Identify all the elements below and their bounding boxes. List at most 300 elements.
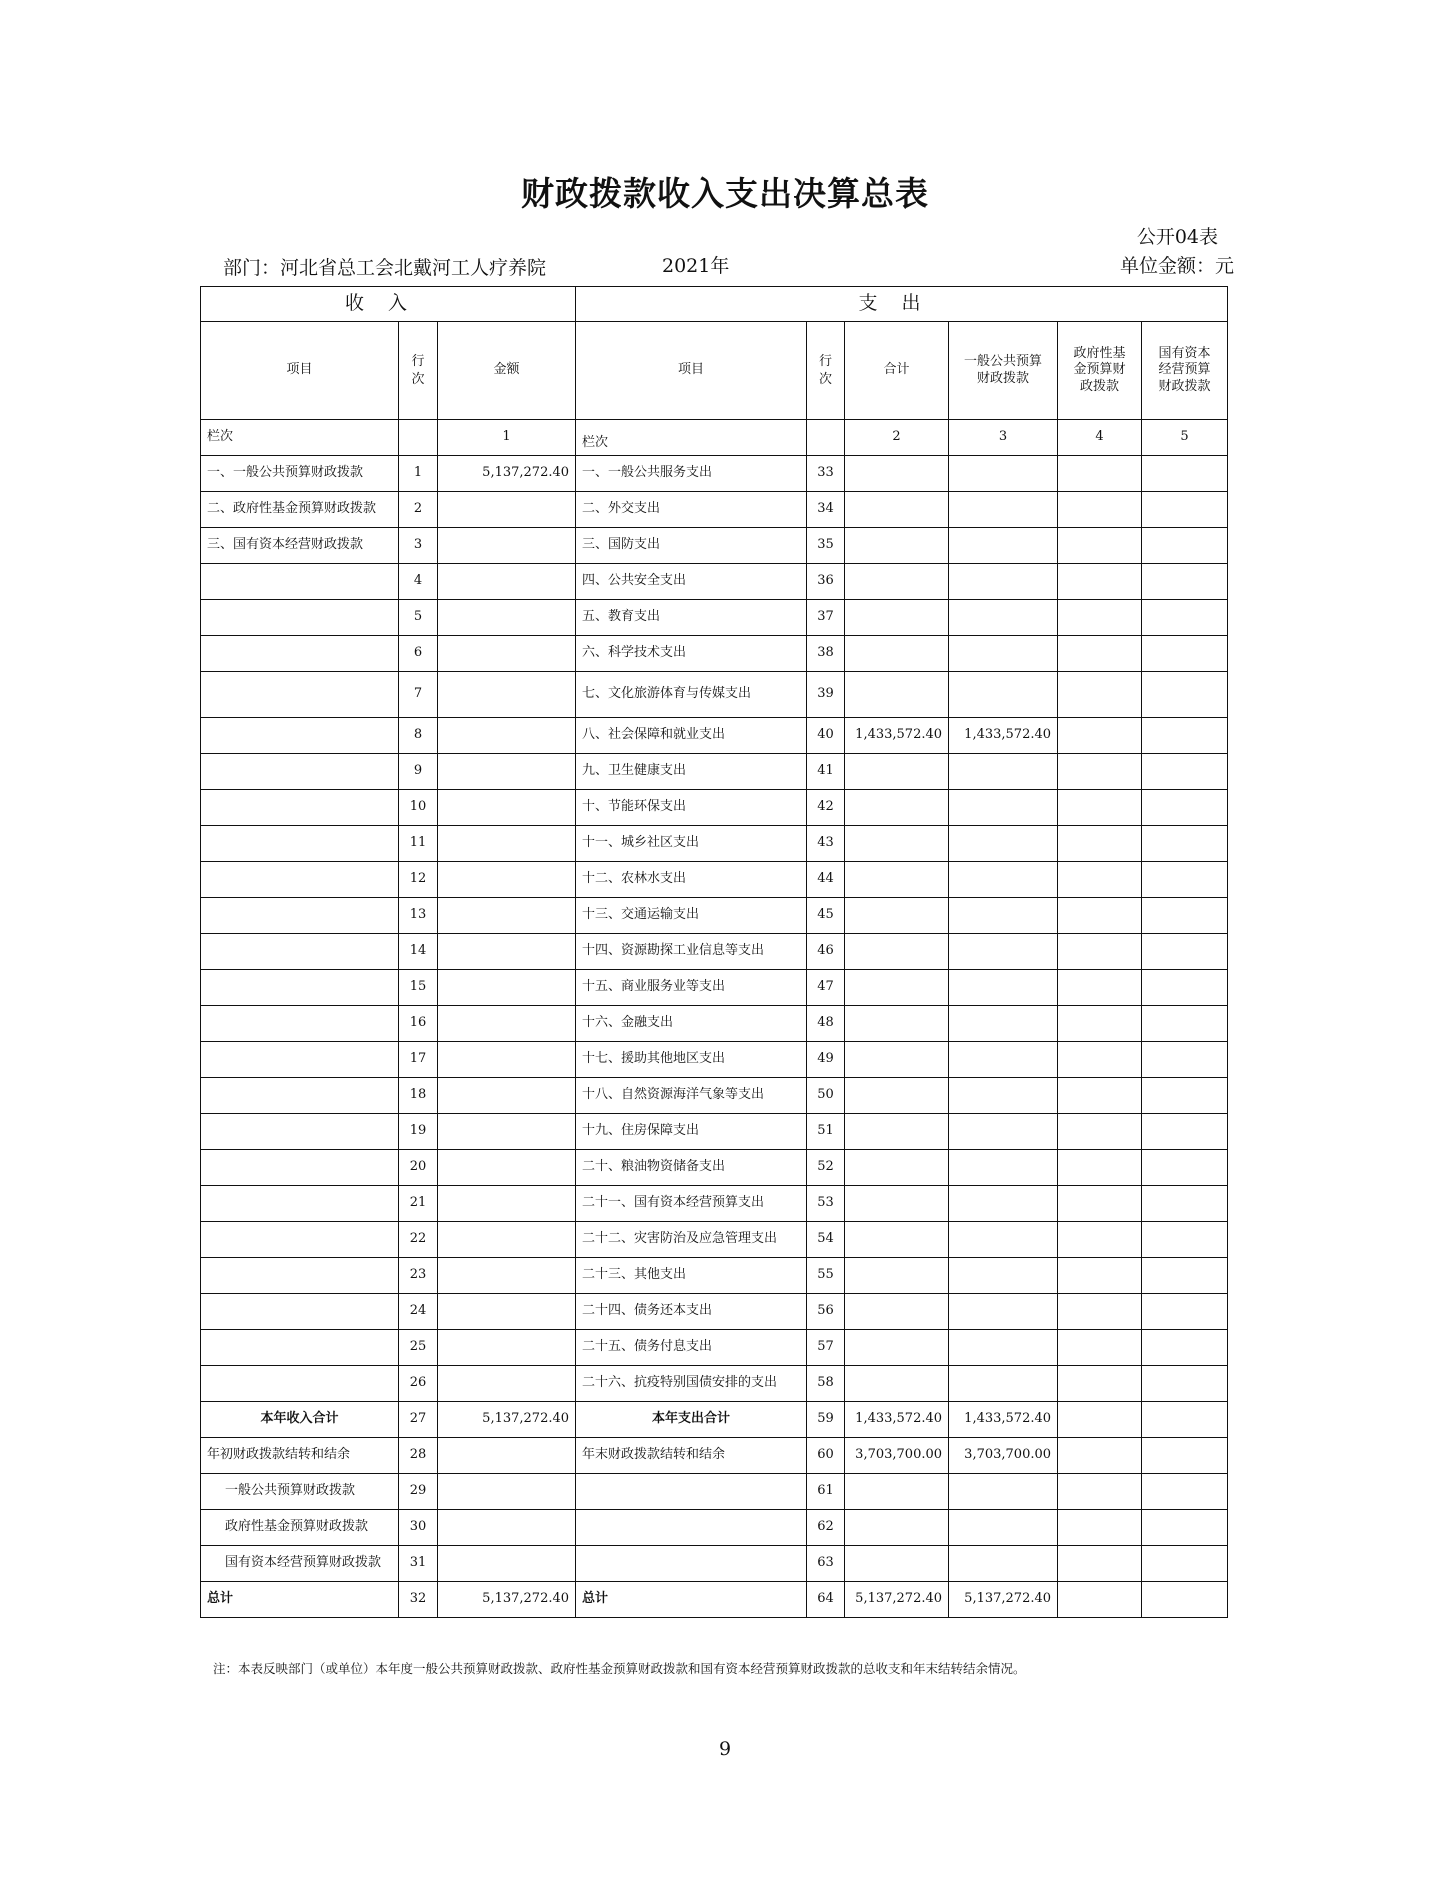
- cell-expense-general-budget: 1,433,572.40: [949, 718, 1058, 754]
- table-row: [201, 1438, 1228, 1474]
- table-row: [201, 1582, 1228, 1618]
- table-row: [201, 1114, 1228, 1150]
- col-header-income-item: 项目: [201, 322, 399, 420]
- cell-income-item: [201, 636, 399, 672]
- cell-expense-total: 5,137,272.40: [845, 1582, 949, 1618]
- cell-income-item: [201, 970, 399, 1006]
- col-header-state-capital-text: 国有资本 经营预算 财政拨款: [1158, 346, 1211, 394]
- cell-income-item: [201, 1366, 399, 1402]
- table-row: [201, 1402, 1228, 1438]
- table-row: [201, 1150, 1228, 1186]
- cell-expense-gov-fund: [1058, 1222, 1142, 1258]
- cell-income-row-no: 25: [399, 1330, 438, 1366]
- cell-expense-gov-fund: [1058, 1546, 1142, 1582]
- cell-expense-state-capital: [1142, 1186, 1228, 1222]
- cell-income-row-no: 6: [399, 636, 438, 672]
- cell-income-amount: [438, 754, 576, 790]
- cell-expense-item: 本年支出合计: [576, 1402, 807, 1438]
- table-row: [201, 1474, 1228, 1510]
- cell-expense-row-no: 37: [807, 600, 845, 636]
- cell-expense-item: 十四、资源勘探工业信息等支出: [576, 934, 807, 970]
- cell-income-row-no: 18: [399, 1078, 438, 1114]
- table-row: [201, 1330, 1228, 1366]
- cell-expense-row-no: 41: [807, 754, 845, 790]
- cell-expense-row-no: 46: [807, 934, 845, 970]
- cell-expense-gov-fund: [1058, 1078, 1142, 1114]
- cell-expense-gov-fund: [1058, 1582, 1142, 1618]
- lanci-expense-row-no: [807, 420, 845, 456]
- table-row: [201, 492, 1228, 528]
- cell-expense-item: 二、外交支出: [576, 492, 807, 528]
- cell-expense-gov-fund: [1058, 1186, 1142, 1222]
- cell-expense-item: 十九、住房保障支出: [576, 1114, 807, 1150]
- col-header-expense-row-no-text: 行 次: [819, 353, 833, 387]
- cell-income-row-no: 2: [399, 492, 438, 528]
- cell-expense-general-budget: [949, 862, 1058, 898]
- cell-income-item: 一、一般公共预算财政拨款: [201, 456, 399, 492]
- cell-income-item: [201, 1150, 399, 1186]
- cell-expense-state-capital: [1142, 1474, 1228, 1510]
- cell-expense-row-no: 50: [807, 1078, 845, 1114]
- cell-expense-state-capital: [1142, 1402, 1228, 1438]
- cell-expense-item: 十二、农林水支出: [576, 862, 807, 898]
- cell-income-row-no: 27: [399, 1402, 438, 1438]
- cell-expense-state-capital: [1142, 672, 1228, 718]
- cell-expense-gov-fund: [1058, 1366, 1142, 1402]
- cell-expense-item: [576, 1546, 807, 1582]
- cell-expense-total: [845, 862, 949, 898]
- cell-expense-general-budget: 3,703,700.00: [949, 1438, 1058, 1474]
- cell-expense-total: [845, 672, 949, 718]
- cell-expense-state-capital: [1142, 970, 1228, 1006]
- cell-expense-general-budget: [949, 826, 1058, 862]
- cell-income-item: [201, 1042, 399, 1078]
- cell-expense-item: [576, 1474, 807, 1510]
- cell-income-item: [201, 1114, 399, 1150]
- cell-income-item: [201, 898, 399, 934]
- cell-income-amount: [438, 970, 576, 1006]
- cell-expense-general-budget: [949, 790, 1058, 826]
- cell-income-item: [201, 672, 399, 718]
- cell-income-amount: [438, 1366, 576, 1402]
- cell-expense-general-budget: [949, 600, 1058, 636]
- cell-expense-row-no: 57: [807, 1330, 845, 1366]
- cell-expense-item: 十、节能环保支出: [576, 790, 807, 826]
- cell-income-amount: [438, 1294, 576, 1330]
- cell-expense-row-no: 44: [807, 862, 845, 898]
- cell-expense-total: [845, 1078, 949, 1114]
- cell-expense-item: 十七、援助其他地区支出: [576, 1042, 807, 1078]
- cell-expense-total: [845, 600, 949, 636]
- cell-income-item: [201, 1330, 399, 1366]
- cell-income-row-no: 3: [399, 528, 438, 564]
- cell-expense-item: 八、社会保障和就业支出: [576, 718, 807, 754]
- cell-expense-gov-fund: [1058, 456, 1142, 492]
- cell-expense-item: 一、一般公共服务支出: [576, 456, 807, 492]
- cell-expense-state-capital: [1142, 1078, 1228, 1114]
- lanci-income-amount: 1: [438, 420, 576, 456]
- cell-expense-item: 十五、商业服务业等支出: [576, 970, 807, 1006]
- col-header-gov-fund-text: 政府性基 金预算财 政拨款: [1073, 346, 1126, 394]
- cell-income-amount: [438, 492, 576, 528]
- cell-expense-row-no: 52: [807, 1150, 845, 1186]
- cell-income-item: [201, 1078, 399, 1114]
- cell-income-row-no: 15: [399, 970, 438, 1006]
- cell-expense-row-no: 33: [807, 456, 845, 492]
- col-header-general-budget: [949, 322, 1058, 420]
- cell-expense-state-capital: [1142, 826, 1228, 862]
- cell-expense-general-budget: 1,433,572.40: [949, 1402, 1058, 1438]
- cell-expense-general-budget: [949, 1186, 1058, 1222]
- cell-income-amount: [438, 636, 576, 672]
- cell-income-amount: [438, 528, 576, 564]
- table-row: [201, 970, 1228, 1006]
- cell-expense-item: 总计: [576, 1582, 807, 1618]
- cell-expense-general-budget: [949, 934, 1058, 970]
- cell-expense-row-no: 56: [807, 1294, 845, 1330]
- cell-income-item: 总计: [201, 1582, 399, 1618]
- cell-expense-row-no: 49: [807, 1042, 845, 1078]
- cell-income-amount: 5,137,272.40: [438, 1582, 576, 1618]
- cell-income-row-no: 28: [399, 1438, 438, 1474]
- cell-expense-item: 二十三、其他支出: [576, 1258, 807, 1294]
- cell-expense-gov-fund: [1058, 790, 1142, 826]
- cell-expense-gov-fund: [1058, 672, 1142, 718]
- cell-expense-row-no: 58: [807, 1366, 845, 1402]
- cell-expense-gov-fund: [1058, 600, 1142, 636]
- cell-expense-total: [845, 1258, 949, 1294]
- lanci-income-row-no: [399, 420, 438, 456]
- cell-expense-state-capital: [1142, 934, 1228, 970]
- cell-expense-gov-fund: [1058, 970, 1142, 1006]
- cell-income-amount: [438, 1186, 576, 1222]
- cell-income-amount: [438, 1330, 576, 1366]
- lanci-expense-label: [576, 420, 807, 456]
- cell-expense-state-capital: [1142, 1330, 1228, 1366]
- cell-expense-row-no: 64: [807, 1582, 845, 1618]
- cell-expense-state-capital: [1142, 456, 1228, 492]
- cell-expense-total: [845, 1150, 949, 1186]
- cell-expense-state-capital: [1142, 1294, 1228, 1330]
- cell-income-amount: [438, 1042, 576, 1078]
- cell-income-item: 一般公共预算财政拨款: [201, 1474, 399, 1510]
- cell-expense-gov-fund: [1058, 826, 1142, 862]
- cell-expense-gov-fund: [1058, 528, 1142, 564]
- table-row: [201, 528, 1228, 564]
- cell-income-amount: [438, 1438, 576, 1474]
- cell-expense-total: [845, 1294, 949, 1330]
- cell-expense-item: 三、国防支出: [576, 528, 807, 564]
- cell-expense-state-capital: [1142, 790, 1228, 826]
- cell-expense-gov-fund: [1058, 1474, 1142, 1510]
- table-row: [201, 636, 1228, 672]
- cell-expense-total: [845, 528, 949, 564]
- cell-expense-row-no: 48: [807, 1006, 845, 1042]
- cell-expense-row-no: 53: [807, 1186, 845, 1222]
- cell-expense-total: [845, 1510, 949, 1546]
- cell-expense-total: [845, 1546, 949, 1582]
- cell-expense-total: [845, 1042, 949, 1078]
- cell-expense-total: [845, 934, 949, 970]
- cell-expense-gov-fund: [1058, 1438, 1142, 1474]
- cell-expense-row-no: 42: [807, 790, 845, 826]
- cell-expense-row-no: 34: [807, 492, 845, 528]
- cell-expense-general-budget: [949, 1330, 1058, 1366]
- table-row: [201, 1006, 1228, 1042]
- cell-expense-total: [845, 826, 949, 862]
- lanci-expense-label-text: 栏次: [582, 435, 609, 451]
- cell-expense-row-no: 59: [807, 1402, 845, 1438]
- cell-income-item: 三、国有资本经营财政拨款: [201, 528, 399, 564]
- cell-income-row-no: 26: [399, 1366, 438, 1402]
- cell-expense-general-budget: [949, 564, 1058, 600]
- expense-section-header: 支出: [576, 287, 1228, 322]
- cell-expense-state-capital: [1142, 492, 1228, 528]
- cell-expense-total: [845, 754, 949, 790]
- page-title: 财政拨款收入支出决算总表: [521, 174, 929, 213]
- cell-expense-total: [845, 1366, 949, 1402]
- cell-expense-item: 十三、交通运输支出: [576, 898, 807, 934]
- cell-expense-state-capital: [1142, 754, 1228, 790]
- cell-expense-item: 二十、粮油物资储备支出: [576, 1150, 807, 1186]
- page-number: 9: [718, 1738, 732, 1760]
- cell-income-amount: [438, 1546, 576, 1582]
- cell-expense-state-capital: [1142, 636, 1228, 672]
- cell-income-amount: [438, 862, 576, 898]
- cell-income-amount: [438, 790, 576, 826]
- cell-income-amount: [438, 898, 576, 934]
- cell-expense-gov-fund: [1058, 636, 1142, 672]
- form-code: 公开04表: [1136, 226, 1218, 248]
- col-header-general-budget-text: 一般公共预算 财政拨款: [964, 354, 1043, 386]
- cell-expense-state-capital: [1142, 600, 1228, 636]
- cell-expense-gov-fund: [1058, 1258, 1142, 1294]
- cell-expense-item: 九、卫生健康支出: [576, 754, 807, 790]
- cell-expense-item: 十六、金融支出: [576, 1006, 807, 1042]
- cell-expense-item: [576, 1510, 807, 1546]
- cell-expense-item: 二十二、灾害防治及应急管理支出: [576, 1222, 807, 1258]
- cell-expense-total: [845, 970, 949, 1006]
- cell-income-row-no: 12: [399, 862, 438, 898]
- cell-income-item: [201, 564, 399, 600]
- col-header-gov-fund: [1058, 322, 1142, 420]
- cell-income-item: [201, 862, 399, 898]
- cell-expense-row-no: 47: [807, 970, 845, 1006]
- cell-expense-row-no: 40: [807, 718, 845, 754]
- cell-expense-general-budget: [949, 1294, 1058, 1330]
- cell-income-amount: [438, 1510, 576, 1546]
- cell-expense-row-no: 62: [807, 1510, 845, 1546]
- col-header-income-row-no-text: 行 次: [411, 353, 425, 387]
- cell-expense-state-capital: [1142, 1438, 1228, 1474]
- lanci-total: 2: [845, 420, 949, 456]
- table-row: [201, 1258, 1228, 1294]
- cell-expense-row-no: 36: [807, 564, 845, 600]
- cell-expense-general-budget: [949, 1114, 1058, 1150]
- cell-expense-row-no: 43: [807, 826, 845, 862]
- cell-income-amount: [438, 1222, 576, 1258]
- cell-expense-state-capital: [1142, 1258, 1228, 1294]
- cell-expense-row-no: 55: [807, 1258, 845, 1294]
- income-section-header: 收入: [201, 287, 576, 322]
- cell-expense-state-capital: [1142, 528, 1228, 564]
- cell-income-item: [201, 600, 399, 636]
- department-label: 部门：河北省总工会北戴河工人疗养院: [223, 257, 547, 279]
- cell-expense-total: [845, 492, 949, 528]
- cell-income-row-no: 1: [399, 456, 438, 492]
- cell-income-amount: 5,137,272.40: [438, 456, 576, 492]
- cell-income-row-no: 31: [399, 1546, 438, 1582]
- cell-income-row-no: 21: [399, 1186, 438, 1222]
- cell-expense-gov-fund: [1058, 1402, 1142, 1438]
- cell-income-amount: [438, 1150, 576, 1186]
- cell-expense-gov-fund: [1058, 862, 1142, 898]
- cell-expense-row-no: 35: [807, 528, 845, 564]
- table-row: [201, 790, 1228, 826]
- cell-income-row-no: 4: [399, 564, 438, 600]
- cell-income-amount: [438, 1006, 576, 1042]
- cell-expense-gov-fund: [1058, 1510, 1142, 1546]
- table-row: [201, 456, 1228, 492]
- cell-expense-state-capital: [1142, 1510, 1228, 1546]
- table-row: [201, 1222, 1228, 1258]
- cell-expense-state-capital: [1142, 1006, 1228, 1042]
- col-header-total: 合计: [845, 322, 949, 420]
- table-row: [201, 1186, 1228, 1222]
- cell-expense-total: [845, 636, 949, 672]
- cell-expense-state-capital: [1142, 718, 1228, 754]
- cell-expense-general-budget: [949, 1042, 1058, 1078]
- cell-expense-item: 四、公共安全支出: [576, 564, 807, 600]
- cell-expense-general-budget: [949, 1078, 1058, 1114]
- cell-expense-general-budget: [949, 1546, 1058, 1582]
- col-header-income-row-no: [399, 322, 438, 420]
- cell-expense-state-capital: [1142, 1222, 1228, 1258]
- cell-expense-gov-fund: [1058, 564, 1142, 600]
- cell-expense-row-no: 60: [807, 1438, 845, 1474]
- cell-expense-general-budget: [949, 1222, 1058, 1258]
- cell-expense-item: 年末财政拨款结转和结余: [576, 1438, 807, 1474]
- cell-expense-general-budget: [949, 1474, 1058, 1510]
- footnote: 注：本表反映部门（或单位）本年度一般公共预算财政拨款、政府性基金预算财政拨款和国有资本经营预算财政拨款的总收支和年末结转结余情况。: [213, 1661, 1026, 1676]
- lanci-general-budget: 3: [949, 420, 1058, 456]
- cell-expense-item: 二十六、抗疫特别国债安排的支出: [576, 1366, 807, 1402]
- cell-expense-item: 七、文化旅游体育与传媒支出: [576, 672, 807, 718]
- cell-income-amount: [438, 1474, 576, 1510]
- cell-expense-total: [845, 1114, 949, 1150]
- table-row: [201, 826, 1228, 862]
- cell-expense-general-budget: 5,137,272.40: [949, 1582, 1058, 1618]
- cell-income-item: [201, 1186, 399, 1222]
- cell-expense-gov-fund: [1058, 1042, 1142, 1078]
- table-row: [201, 898, 1228, 934]
- cell-income-row-no: 17: [399, 1042, 438, 1078]
- table-row: [201, 1546, 1228, 1582]
- cell-expense-gov-fund: [1058, 934, 1142, 970]
- cell-expense-state-capital: [1142, 1582, 1228, 1618]
- cell-expense-state-capital: [1142, 1042, 1228, 1078]
- cell-expense-gov-fund: [1058, 754, 1142, 790]
- cell-expense-item: 十八、自然资源海洋气象等支出: [576, 1078, 807, 1114]
- table-row: [201, 1294, 1228, 1330]
- cell-expense-total: 1,433,572.40: [845, 1402, 949, 1438]
- table-row: [201, 672, 1228, 718]
- cell-income-item: 政府性基金预算财政拨款: [201, 1510, 399, 1546]
- cell-income-row-no: 30: [399, 1510, 438, 1546]
- cell-income-row-no: 16: [399, 1006, 438, 1042]
- cell-expense-total: [845, 1006, 949, 1042]
- cell-expense-general-budget: [949, 1006, 1058, 1042]
- cell-expense-total: [845, 790, 949, 826]
- cell-income-item: 本年收入合计: [201, 1402, 399, 1438]
- cell-expense-general-budget: [949, 1258, 1058, 1294]
- table-row: [201, 1510, 1228, 1546]
- col-header-income-amount: 金额: [438, 322, 576, 420]
- cell-expense-total: [845, 1474, 949, 1510]
- cell-income-item: [201, 934, 399, 970]
- cell-income-item: [201, 790, 399, 826]
- cell-expense-state-capital: [1142, 1366, 1228, 1402]
- cell-income-amount: [438, 826, 576, 862]
- cell-income-item: [201, 1006, 399, 1042]
- lanci-income-label: 栏次: [201, 420, 399, 456]
- cell-income-row-no: 32: [399, 1582, 438, 1618]
- cell-expense-general-budget: [949, 1510, 1058, 1546]
- cell-expense-state-capital: [1142, 1150, 1228, 1186]
- cell-expense-general-budget: [949, 636, 1058, 672]
- lanci-gov-fund: 4: [1058, 420, 1142, 456]
- cell-expense-item: 二十一、国有资本经营预算支出: [576, 1186, 807, 1222]
- cell-expense-general-budget: [949, 898, 1058, 934]
- cell-expense-general-budget: [949, 492, 1058, 528]
- cell-income-amount: [438, 672, 576, 718]
- cell-expense-gov-fund: [1058, 1006, 1142, 1042]
- table-row: [201, 754, 1228, 790]
- col-header-expense-item: 项目: [576, 322, 807, 420]
- cell-income-row-no: 20: [399, 1150, 438, 1186]
- cell-income-item: [201, 754, 399, 790]
- cell-expense-general-budget: [949, 456, 1058, 492]
- cell-expense-total: [845, 1330, 949, 1366]
- cell-expense-total: 1,433,572.40: [845, 718, 949, 754]
- table-row: [201, 862, 1228, 898]
- cell-expense-item: 十一、城乡社区支出: [576, 826, 807, 862]
- cell-income-item: [201, 1222, 399, 1258]
- cell-income-row-no: 9: [399, 754, 438, 790]
- cell-expense-general-budget: [949, 970, 1058, 1006]
- cell-income-row-no: 13: [399, 898, 438, 934]
- cell-income-item: [201, 718, 399, 754]
- cell-expense-row-no: 38: [807, 636, 845, 672]
- cell-expense-gov-fund: [1058, 1330, 1142, 1366]
- cell-expense-item: 二十四、债务还本支出: [576, 1294, 807, 1330]
- lanci-state-capital: 5: [1142, 420, 1228, 456]
- cell-expense-row-no: 45: [807, 898, 845, 934]
- cell-expense-state-capital: [1142, 1114, 1228, 1150]
- cell-income-amount: 5,137,272.40: [438, 1402, 576, 1438]
- cell-income-row-no: 19: [399, 1114, 438, 1150]
- cell-expense-row-no: 39: [807, 672, 845, 718]
- cell-expense-row-no: 61: [807, 1474, 845, 1510]
- cell-expense-gov-fund: [1058, 492, 1142, 528]
- cell-income-row-no: 7: [399, 672, 438, 718]
- cell-expense-state-capital: [1142, 898, 1228, 934]
- table-row: [201, 1078, 1228, 1114]
- cell-expense-gov-fund: [1058, 898, 1142, 934]
- cell-income-row-no: 24: [399, 1294, 438, 1330]
- table-row: [201, 564, 1228, 600]
- cell-expense-gov-fund: [1058, 718, 1142, 754]
